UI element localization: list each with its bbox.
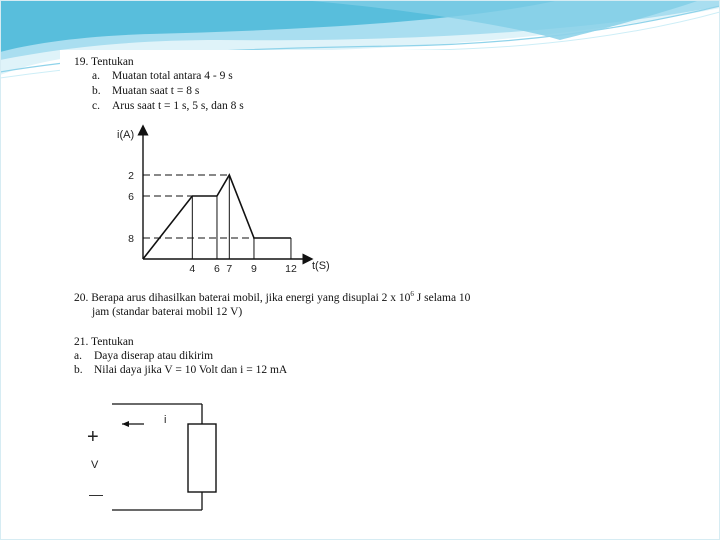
q20-line2: jam (standar baterai mobil 12 V) [92, 306, 243, 318]
q20-line1 [74, 292, 470, 305]
q19-item-a-marker: a. [92, 70, 100, 82]
current-label: i [164, 414, 167, 426]
q19-item-a: Muatan total antara 4 - 9 s [112, 70, 233, 82]
q21-item-a: Daya diserap atau dikirim [94, 350, 214, 362]
q19-title: 19. Tentukan [74, 56, 134, 68]
q19-item-c: Arus saat t = 1 s, 5 s, dan 8 s [112, 100, 244, 112]
current-time-graph [100, 124, 350, 286]
q20-line1-text: 20. Berapa arus dihasilkan baterai mobil, jika energi yang disuplai 2 x 10 [74, 292, 411, 304]
q21-item-b-marker: b. [74, 364, 83, 376]
q20-line1-end: J selama 10 [413, 292, 471, 304]
circuit-diagram [82, 396, 252, 520]
q19-item-b: Muatan saat t = 8 s [112, 85, 200, 97]
y-tick-label: 8 [128, 233, 134, 245]
y-tick-label: 6 [128, 191, 134, 203]
q21-item-b: Nilai daya jika V = 10 Volt dan i = 12 mA [94, 364, 288, 376]
voltage-label: V [91, 459, 99, 471]
q21-title: 21. Tentukan [74, 336, 134, 348]
x-axis-label: t(S) [312, 260, 330, 272]
x-tick-label: 12 [285, 263, 297, 275]
minus-terminal: — [89, 486, 103, 502]
q20-exponent: 6 [410, 290, 414, 299]
y-axis-label: i(A) [117, 129, 135, 141]
q19-item-c-marker: c. [92, 100, 100, 112]
y-tick-label: 2 [128, 170, 134, 182]
q19-item-b-marker: b. [92, 85, 101, 97]
resistor-element [188, 424, 216, 492]
x-tick-label: 6 [214, 263, 220, 275]
current-arrow-icon [122, 421, 129, 427]
q21-item-a-marker: a. [74, 350, 82, 362]
x-tick-label: 7 [226, 263, 233, 275]
x-tick-label: 9 [251, 263, 257, 275]
plus-terminal: + [87, 426, 99, 448]
document-page [60, 50, 540, 528]
x-tick-label: 4 [189, 263, 196, 275]
